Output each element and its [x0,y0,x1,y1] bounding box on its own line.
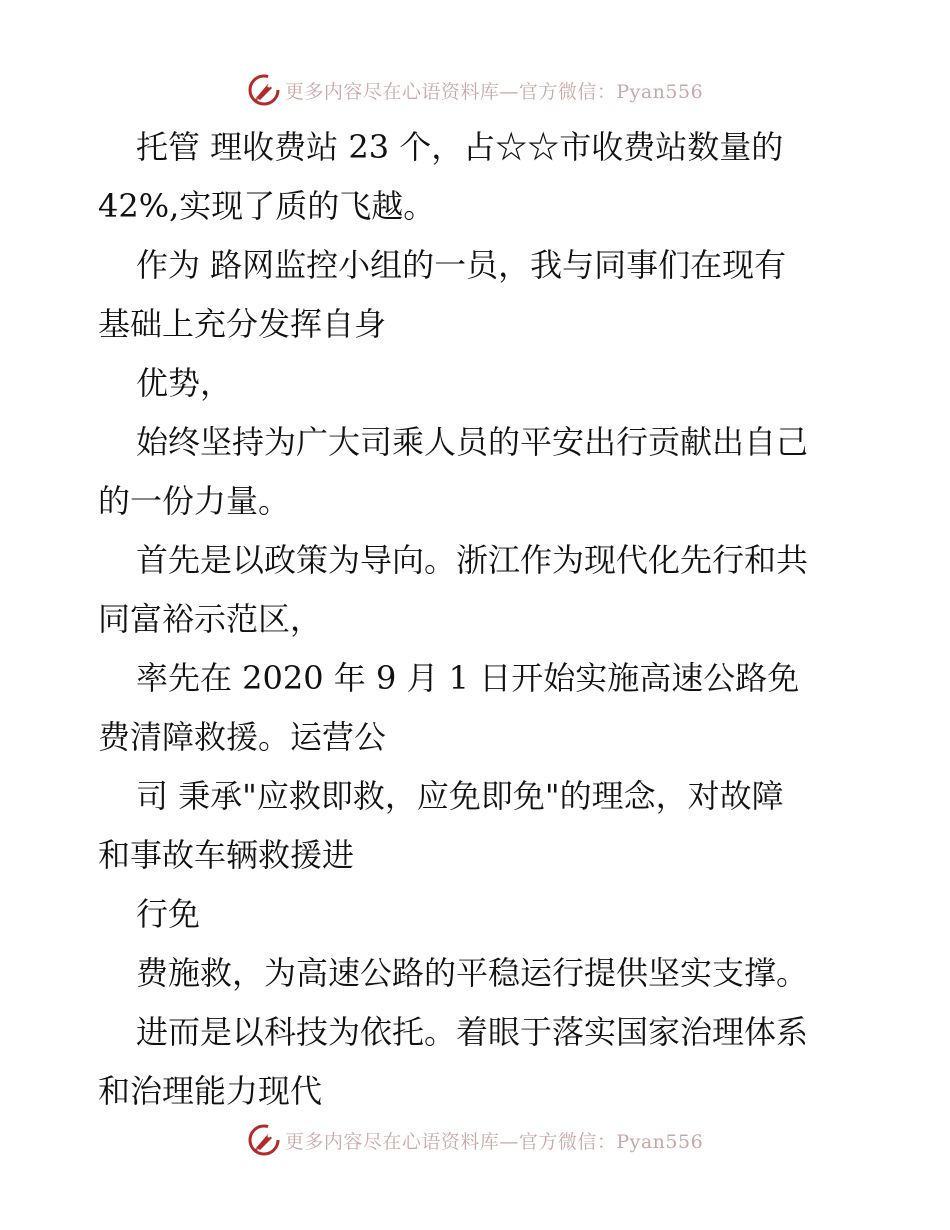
header-banner-text: 更多内容尽在心语资料库—官方微信：Pyan556 [284,80,704,103]
text-line: 作为 路网监控小组的一员，我与同事们在现有 [136,246,787,284]
text-line: 始终坚持为广大司乘人员的平安出行贡献出自己 [136,423,809,461]
footer-banner [0,1120,950,1160]
text-line: 率先在 2020 年 9 月 1 日开始实施高速公路免 [136,659,800,697]
text-line: 和事故车辆救援进 [98,836,355,874]
footer-banner-inner [247,1123,703,1157]
text-line: 费施救，为高速公路的平稳运行提供坚实支撑。 [136,954,809,992]
header-banner-inner [247,73,703,107]
footer-banner-text: 更多内容尽在心语资料库—官方微信：Pyan556 [284,1130,704,1153]
text-line: 进而是以科技为依托。着眼于落实国家治理体系 [136,1013,809,1051]
document-body [98,118,858,1121]
text-line: 优势， [136,364,233,402]
pen-nib-logo-icon [247,73,281,107]
text-line: 费清障救援。运营公 [98,718,387,756]
pen-nib-logo-icon [247,1123,281,1157]
text-line: 托管 理收费站 23 个，占☆☆市收费站数量的 [136,128,784,166]
text-line: 同富裕示范区， [98,600,323,638]
header-banner [0,70,950,110]
text-line: 42%,实现了质的飞越。 [98,187,436,225]
text-line: 行免 [136,895,201,933]
text-line: 和治理能力现代 [98,1072,323,1110]
text-line: 司 秉承"应救即救，应免即免"的理念，对故障 [136,777,784,815]
text-line: 的一份力量。 [98,482,291,520]
text-line: 基础上充分发挥自身 [98,305,387,343]
text-line: 首先是以政策为导向。浙江作为现代化先行和共 [136,541,809,579]
